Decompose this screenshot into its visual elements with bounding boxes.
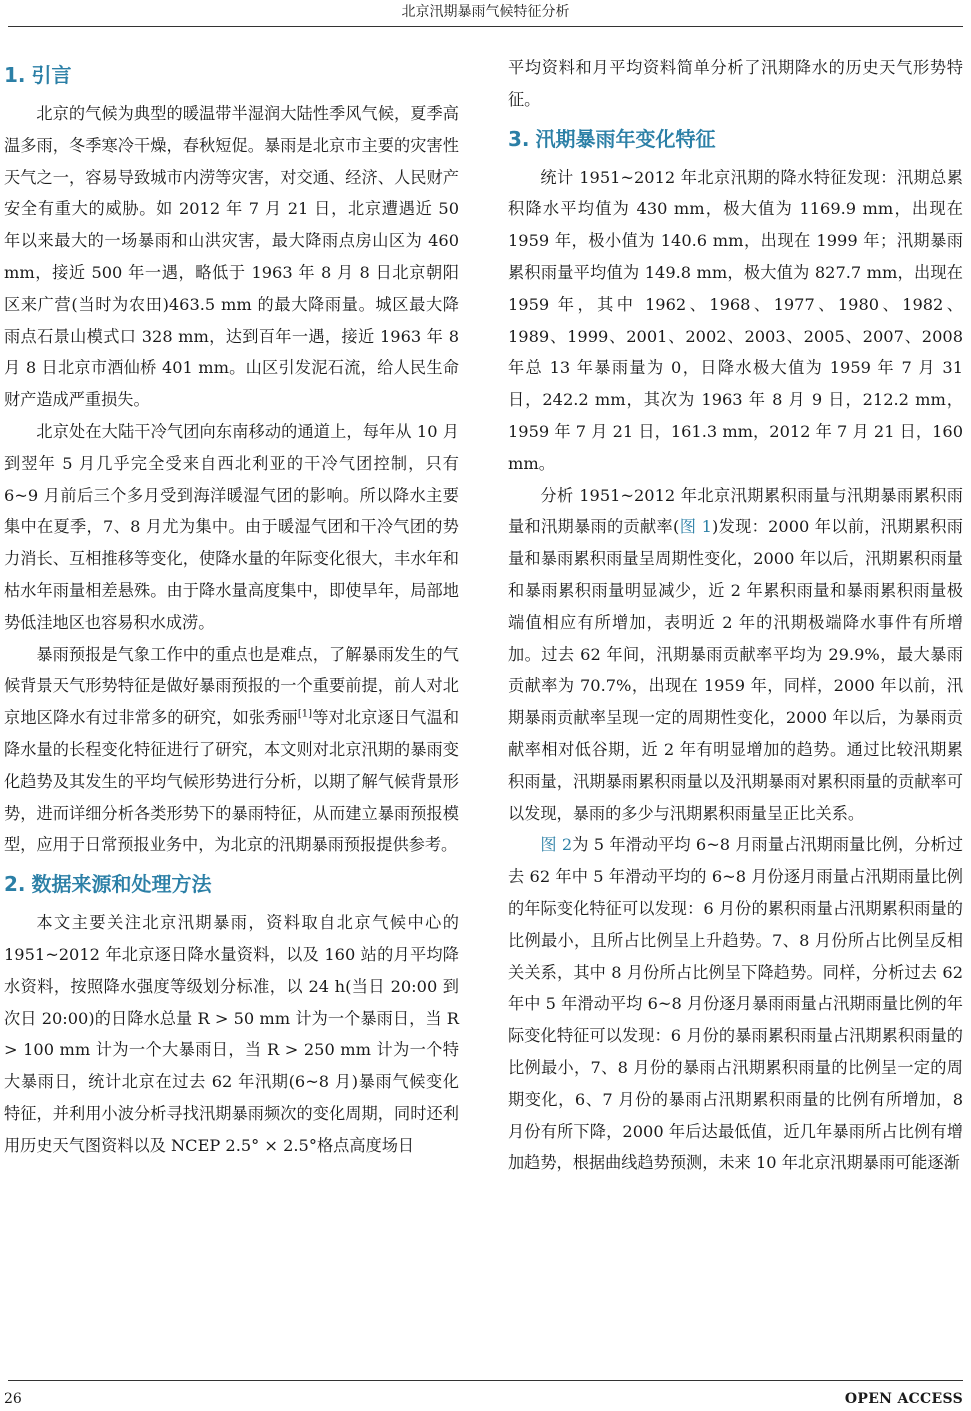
section-number: 2. bbox=[4, 872, 26, 897]
header-rule bbox=[8, 26, 963, 27]
page-number: 26 bbox=[4, 1391, 22, 1407]
section-heading-annual bbox=[508, 116, 963, 162]
paragraph-text: )发现：2000 年以前，汛期累积雨量和暴雨累积雨量呈周期性变化，2000 年以后，汛期累积雨量和暴雨累积雨量明显减少，近 2 年累积雨量和暴雨累积雨量极端值相应有所增加，表明近 2 年的汛期极端降水事件有所增加。过去 62 年间，汛期暴雨贡献率平均为 29.9%，最大暴雨贡献率为 70.7%，出现在 1959 年，同样，2000 年以前，汛期暴雨贡献率呈现一定的周期性变化，2000 年以后，为暴雨贡献率相对低谷期，近 2 年有明显增加的趋势。通过比较汛期累积雨量，汛期暴雨累积雨量以及汛期暴雨对累积雨量的贡献率可以发现，暴雨的多少与汛期累积雨量呈正比关系。 bbox=[508, 517, 963, 823]
paragraph: 统计 1951~2012 年北京汛期的降水特征发现：汛期总累积降水平均值为 430 mm，极大值为 1169.9 mm，出现在 1959 年，极小值为 140.6 mm，出现在 1999 年；汛期暴雨累积雨量平均值为 149.8 mm，极大值为 827.7 mm，出现在 1959 年，其中 1962、1968、1977、1980、1982、1989、1999、2001、2002、2003、2005、2007、2008 年总 13 年暴雨量为 0，日降水极大值为 1959 年 7 月 31 日，242.2 mm，其次为 1963 年 8 月 9 日，212.2 mm，1959 年 7 月 21 日，161.3 mm，2012 年 7 月 21 日，160 mm。 bbox=[508, 167, 963, 473]
section-title: 数据来源和处理方法 bbox=[31, 872, 212, 897]
paragraph: 北京处在大陆干冷气团向东南移动的通道上，每年从 10 月到翌年 5 月几乎完全受来自西北利亚的干冷气团控制，只有 6~9 月前后三个多月受到海洋暖湿气团的影响。所以降水主要集中在夏季，7、8 月尤为集中。由于暖湿气团和干冷气团的势力消长、互相推移等变化，使降水量的年际变化很大，丰水年和枯水年雨量相差悬殊。由于降水量高度集中，即使旱年，局部地势低洼地区也容易积水成涝。 bbox=[4, 421, 459, 632]
paragraph-text: 分析 1951~2012 年北京汛期累积雨量与汛期暴雨累积雨量和汛期暴雨的贡献率( bbox=[508, 485, 963, 537]
section-number: 1. bbox=[4, 63, 26, 87]
paragraph-continued: 平均资料和月平均资料简单分析了汛期降水的历史天气形势特征。 bbox=[508, 58, 963, 109]
paragraph bbox=[508, 480, 963, 830]
section-heading-data bbox=[4, 861, 459, 907]
paragraph-text: 为 5 年滑动平均 6~8 月雨量占汛期雨量比例，分析过去 62 年中 5 年滑动平均的 6~8 月份逐月雨量占汛期雨量比例的年际变化特征可以发现：6 月份的累积雨量占汛期累积雨量的比例最小，且所占比例呈上升趋势。7、8 月份所占比例呈反相关关系，其中 8 月份所占比例呈下降趋势。同样，分析过去 62 年中 5 年滑动平均 6~8 月份逐月暴雨雨量占汛期雨量比例的年际变化特征可以发现：6 月份的暴雨累积雨量占汛期累积雨量的比例最小，7、8 月份的暴雨占汛期累积雨量的比例呈一定的周期变化，6、7 月份的暴雨占汛期累积雨量的比例有所增加，8 月份有所下降，2000 年后达最低值，近几年暴雨所占比例有增加趋势，根据曲线趋势预测，未来 10 年北京汛期暴雨可能逐渐 bbox=[508, 835, 963, 1173]
paragraph-text: 等对北京逐日气温和降水量的长程变化特征进行了研究，本文则对北京汛期的暴雨变化趋势及其发生的平均气候形势进行分析，以期了解气候背景形势，进而详细分析各类形势下的暴雨特征，从而建立暴雨预报模型，应用于日常预报业务中，为北京的汛期暴雨预报提供参考。 bbox=[4, 708, 460, 855]
running-header: 北京汛期暴雨气候特征分析 bbox=[401, 4, 570, 20]
journal-tag: OPEN ACCESS bbox=[844, 1391, 963, 1407]
left-column bbox=[4, 52, 459, 1162]
paragraph: 北京的气候为典型的暖温带半湿润大陆性季风气候，夏季高温多雨，冬季寒冷干燥，春秋短促。暴雨是北京市主要的灾害性天气之一，容易导致城市内涝等灾害，对交通、经济、人民财产安全有重大的威胁。如 2012 年 7 月 21 日，北京遭遇近 50 年以来最大的一场暴雨和山洪灾害，最大降雨点房山区为 460 mm，接近 500 年一遇，略低于 1963 年 8 月 8 日北京朝阳区来广营(当时为农田)463.5 mm 的最大降雨量。城区最大降雨点石景山模式口 328 mm，达到百年一遇，接近 1963 年 8 月 8 日北京市酒仙桥 401 mm。山区引发泥石流，给人民生命财产造成严重损失。 bbox=[4, 104, 459, 410]
figure-link[interactable]: 图 1 bbox=[679, 517, 712, 537]
citation-ref[interactable]: [1] bbox=[297, 708, 313, 720]
right-column bbox=[508, 52, 963, 1179]
paragraph bbox=[508, 829, 963, 1179]
figure-link[interactable]: 图 2 bbox=[540, 835, 573, 855]
section-heading-intro bbox=[4, 52, 459, 98]
section-title: 汛期暴雨年变化特征 bbox=[535, 126, 716, 151]
section-title: 引言 bbox=[31, 63, 72, 87]
section-number: 3. bbox=[508, 126, 530, 151]
paragraph-text: 暴雨预报是气象工作中的重点也是难点，了解暴雨发生的气候背景天气形势特征是做好暴雨预报的一个重要前提，前人对北京地区降水有过非常多的研究，如张秀丽 bbox=[4, 644, 459, 728]
paragraph bbox=[4, 639, 459, 862]
paragraph: 本文主要关注北京汛期暴雨，资料取自北京气候中心的 1951~2012 年北京逐日降水量资料，以及 160 站的月平均降水资料，按照降水强度等级划分标准，以 24 h(当日 20:00 到次日 20:00)的日降水总量 R > 50 mm 计为一个暴雨日，当 R > 100 mm 计为一个大暴雨日，当 R > 250 mm 计为一个特大暴雨日，统计北京在过去 62 年汛期(6~8 月)暴雨气候变化特征，并利用小波分析寻找汛期暴雨频次的变化周期，同时还利用历史天气图资料以及 NCEP 2.5° × 2.5°格点高度场日 bbox=[4, 913, 459, 1155]
footer-rule bbox=[8, 1380, 963, 1381]
